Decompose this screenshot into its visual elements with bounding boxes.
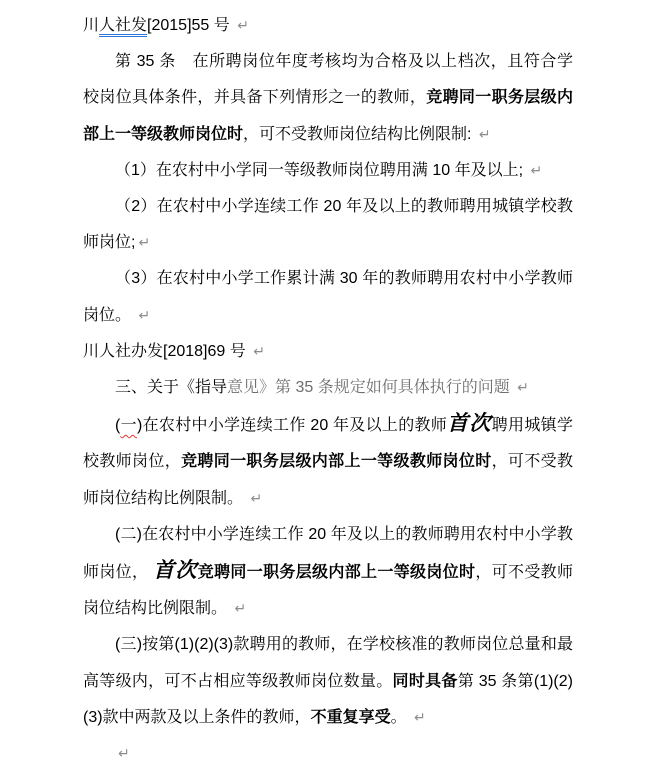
article-35-item-2	[83, 189, 573, 261]
text-run: [2015]55 号	[147, 17, 235, 34]
text-run: 竞聘同一职务层级内部上一等级教师岗位时	[181, 453, 492, 471]
text-run: (二)在农村中小学连续工作 20 年及以上的教师聘用农村中小学教师岗位，	[83, 525, 573, 582]
paragraph-mark-icon: ↵	[237, 18, 249, 34]
paragraph-mark-icon: ↵	[138, 235, 151, 252]
text-run: 不重复享受	[310, 708, 391, 726]
text-run: 同时具备	[392, 672, 458, 690]
paragraph-mark-icon: ↵	[138, 307, 151, 324]
text-run: （3）在农村中小学工作累计满 30 年的教师聘用农村中小学教师岗位。	[83, 270, 573, 324]
text-run: 第 35 条第(1)(2)(3)款中两款及以上条件的教师，	[83, 672, 573, 726]
paragraph-mark-icon: ↵	[478, 126, 491, 143]
text-run: 三、关于《指导	[115, 379, 228, 397]
text-run: 竞聘同一职务层级内部上一等级教师岗位时	[83, 89, 573, 143]
paragraph-mark-icon: ↵	[118, 746, 130, 763]
text-run: (三)按第(1)(2)(3)款聘用的教师，在学校核准的教师岗位总量和最高等级内，可不占相应等级教师岗位数量。	[83, 636, 573, 690]
text-run: )在农村中小学连续工作 20 年及以上的教师	[136, 417, 448, 435]
text-run: (	[115, 417, 121, 435]
grammar-checked-phrase: 人社发	[99, 17, 147, 37]
text-run: ，可不受教师岗位结构比例限制。	[83, 453, 573, 507]
emphasis-shouci: 首次	[153, 559, 198, 583]
text-run: 聘用城镇学校教师岗位，	[83, 417, 573, 471]
text-run: ，可不受教师岗位结构比例限制:	[243, 125, 476, 143]
text-run: 意见》第 35 条规定如何具体执行的问题	[227, 379, 515, 397]
text-run: （2）在农村中小学连续工作 20 年及以上的教师聘用城镇学校教师岗位;	[83, 198, 573, 252]
article-35-item-3	[83, 261, 573, 333]
ref-doc-2015-55	[83, 8, 573, 44]
paragraph-mark-icon: ↵	[234, 601, 247, 618]
text-run: 。	[390, 708, 412, 726]
article-35-item-1	[83, 153, 573, 189]
spell-checked-char: 一	[120, 417, 137, 435]
paragraph-mark-icon: ↵	[253, 343, 265, 360]
text-run: ，可不受教师岗位结构比例限制。	[83, 564, 573, 618]
text-run: （1）在农村中小学同一等级教师岗位聘用满 10 年及以上;	[115, 161, 528, 179]
section-3-heading	[83, 370, 573, 406]
empty-paragraph	[83, 736, 573, 772]
paragraph-mark-icon: ↵	[250, 490, 263, 507]
clause-3	[83, 627, 573, 736]
text-run: 竞聘同一职务层级内部上一等级岗位时	[197, 564, 476, 582]
article-35	[83, 44, 573, 153]
paragraph-mark-icon: ↵	[530, 162, 543, 179]
text-run: 川人社办发[2018]69 号	[83, 342, 251, 360]
paragraph-mark-icon: ↵	[517, 380, 529, 397]
clause-2	[83, 517, 573, 628]
text-run: 第 35 条 在所聘岗位年度考核均为合格及以上档次，且符合学校岗位具体条件，并具备下列情形之一的教师，	[83, 53, 573, 107]
emphasis-shouci: 首次	[447, 412, 492, 436]
paragraph-mark-icon: ↵	[414, 709, 426, 726]
ref-doc-2018-69	[83, 334, 573, 370]
text-run: 川	[83, 17, 100, 34]
clause-1	[83, 406, 573, 517]
